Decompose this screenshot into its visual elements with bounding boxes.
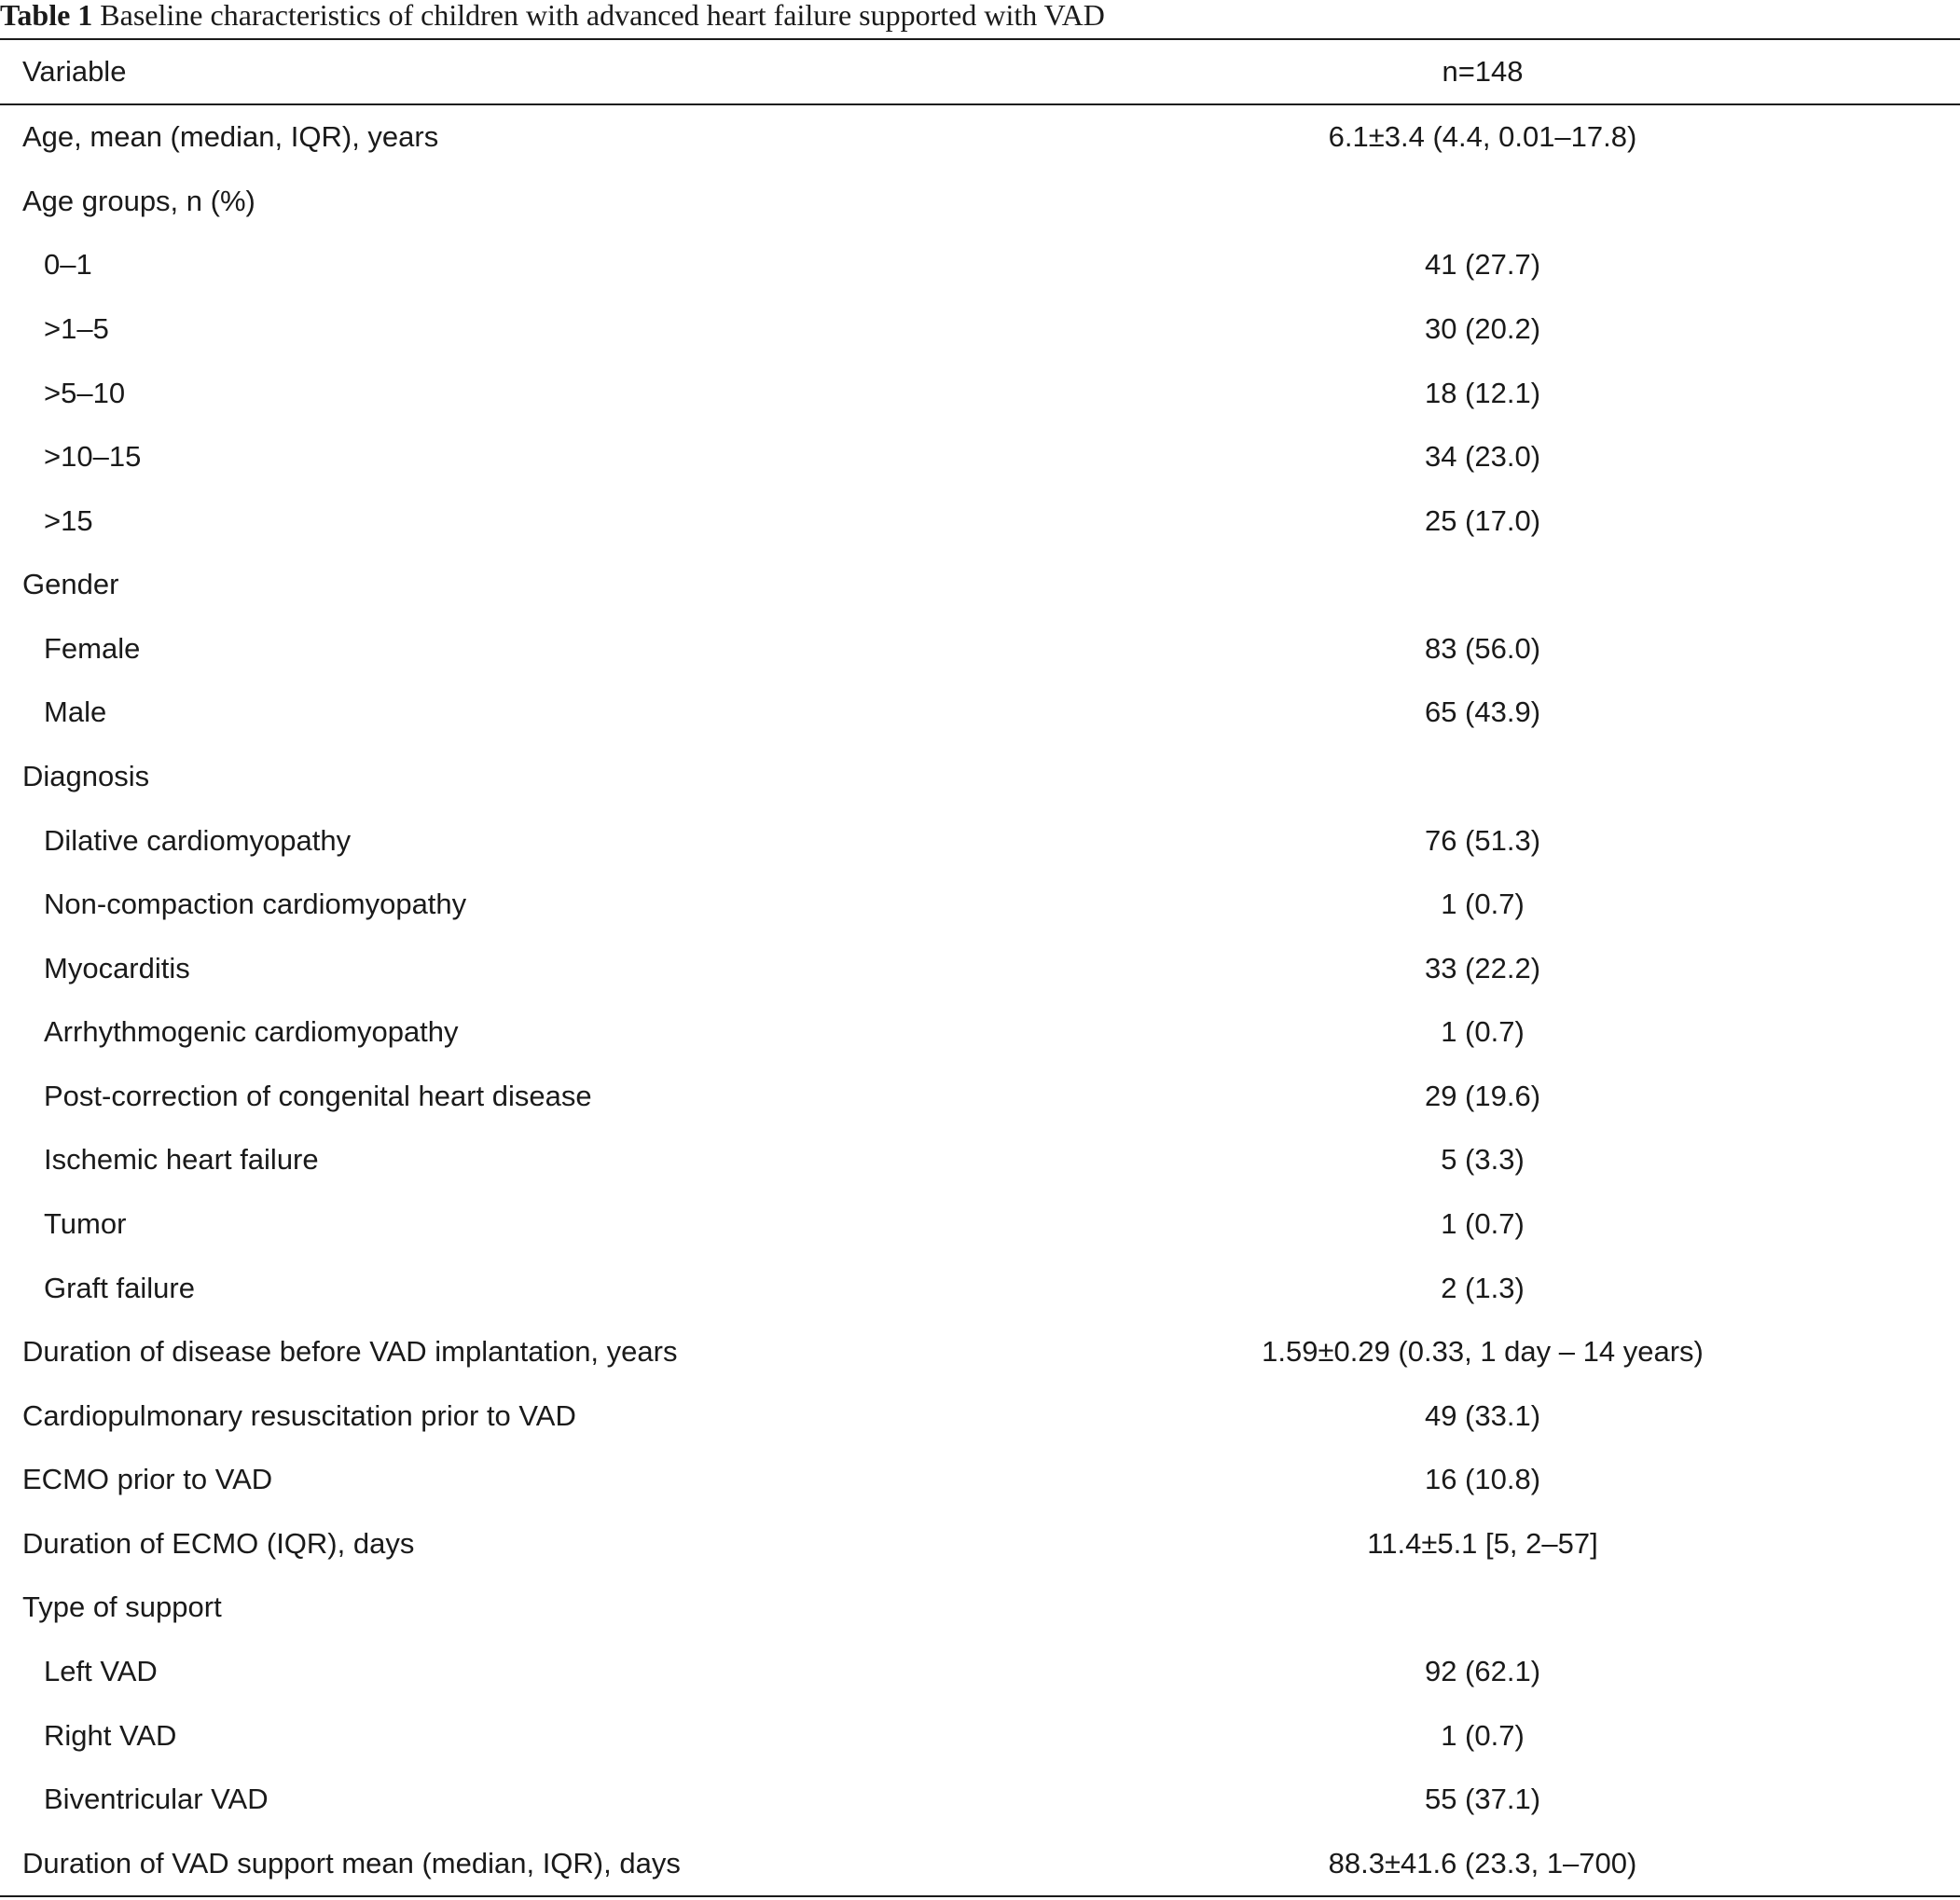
row-value: 55 (37.1) bbox=[1424, 1783, 1541, 1816]
row-label: >5–10 bbox=[44, 376, 126, 409]
table-row bbox=[0, 873, 1960, 937]
row-value: 65 (43.9) bbox=[1424, 695, 1541, 729]
table-row bbox=[0, 297, 1960, 362]
row-label: 0–1 bbox=[44, 248, 92, 282]
header-value: n=148 bbox=[1442, 55, 1524, 88]
row-value: 92 (62.1) bbox=[1424, 1654, 1541, 1687]
row-value: 1 (0.7) bbox=[1441, 1015, 1525, 1049]
row-label: Biventricular VAD bbox=[44, 1783, 269, 1816]
row-label: Duration of disease before VAD implantation, years bbox=[22, 1335, 678, 1369]
row-value: 18 (12.1) bbox=[1424, 376, 1541, 409]
table-row bbox=[0, 1320, 1960, 1384]
row-value bbox=[1110, 1576, 1856, 1640]
table-row bbox=[0, 1192, 1960, 1257]
table-header-rule bbox=[0, 103, 1960, 105]
row-value: 11.4±5.1 [5, 2–57] bbox=[1367, 1526, 1598, 1560]
row-value: 25 (17.0) bbox=[1424, 503, 1541, 537]
row-label: Tumor bbox=[44, 1206, 127, 1240]
row-label: >10–15 bbox=[44, 440, 142, 474]
row-label: Male bbox=[44, 695, 107, 729]
row-label: Graft failure bbox=[44, 1271, 195, 1304]
row-label: Female bbox=[44, 631, 141, 665]
row-value: 5 (3.3) bbox=[1441, 1143, 1525, 1177]
row-label: Non-compaction cardiomyopathy bbox=[44, 888, 467, 921]
row-value: 2 (1.3) bbox=[1441, 1271, 1525, 1304]
table-row bbox=[0, 1831, 1960, 1895]
row-label: Duration of ECMO (IQR), days bbox=[22, 1526, 415, 1560]
table-row bbox=[0, 1000, 1960, 1065]
table-row bbox=[0, 808, 1960, 873]
row-value: 30 (20.2) bbox=[1424, 311, 1541, 345]
row-label: Type of support bbox=[22, 1590, 222, 1624]
row-value: 41 (27.7) bbox=[1424, 248, 1541, 282]
row-value bbox=[1110, 745, 1856, 809]
row-label: Left VAD bbox=[44, 1654, 158, 1687]
row-value bbox=[1110, 553, 1856, 617]
table-caption-label: Table 1 bbox=[0, 0, 93, 32]
table-row bbox=[0, 170, 1960, 234]
table-row bbox=[0, 361, 1960, 425]
table-row bbox=[0, 553, 1960, 617]
table-caption-text: Baseline characteristics of children with advanced heart failure supported with VAD bbox=[100, 0, 1105, 32]
row-label: Gender bbox=[22, 568, 119, 601]
table-row bbox=[0, 1065, 1960, 1129]
row-value: 83 (56.0) bbox=[1424, 631, 1541, 665]
row-label: Age, mean (median, IQR), years bbox=[22, 120, 439, 154]
table-row bbox=[0, 936, 1960, 1000]
row-value: 34 (23.0) bbox=[1424, 440, 1541, 474]
row-label: >1–5 bbox=[44, 311, 109, 345]
table-row bbox=[0, 425, 1960, 489]
row-label: Arrhythmogenic cardiomyopathy bbox=[44, 1015, 459, 1049]
row-value: 1.59±0.29 (0.33, 1 day – 14 years) bbox=[1262, 1335, 1704, 1369]
table-bottom-rule bbox=[0, 1895, 1960, 1897]
table-row bbox=[0, 1768, 1960, 1832]
table-row bbox=[0, 489, 1960, 553]
table-row bbox=[0, 233, 1960, 297]
row-value: 6.1±3.4 (4.4, 0.01–17.8) bbox=[1328, 120, 1637, 154]
row-label: Age groups, n (%) bbox=[22, 184, 255, 217]
row-label: Diagnosis bbox=[22, 759, 150, 792]
table-row bbox=[0, 1128, 1960, 1192]
table-row bbox=[0, 1256, 1960, 1320]
row-label: Ischemic heart failure bbox=[44, 1143, 319, 1177]
row-value: 76 (51.3) bbox=[1424, 823, 1541, 857]
row-label: Cardiopulmonary resuscitation prior to VAD bbox=[22, 1398, 576, 1432]
table-row bbox=[0, 1448, 1960, 1512]
row-value bbox=[1110, 170, 1856, 234]
row-value: 29 (19.6) bbox=[1424, 1079, 1541, 1112]
table-row bbox=[0, 1576, 1960, 1640]
row-label: >15 bbox=[44, 503, 93, 537]
table-header-row bbox=[0, 40, 1960, 103]
row-value: 1 (0.7) bbox=[1441, 1718, 1525, 1752]
row-value: 16 (10.8) bbox=[1424, 1463, 1541, 1496]
header-variable: Variable bbox=[22, 55, 127, 88]
table-row bbox=[0, 1384, 1960, 1448]
row-value: 49 (33.1) bbox=[1424, 1398, 1541, 1432]
table-row bbox=[0, 1512, 1960, 1576]
row-label: Dilative cardiomyopathy bbox=[44, 823, 352, 857]
table-row bbox=[0, 745, 1960, 809]
table-row bbox=[0, 681, 1960, 745]
row-label: Right VAD bbox=[44, 1718, 177, 1752]
table-row bbox=[0, 1640, 1960, 1704]
row-value: 1 (0.7) bbox=[1441, 1206, 1525, 1240]
row-label: Post-correction of congenital heart disease bbox=[44, 1079, 592, 1112]
row-value: 33 (22.2) bbox=[1424, 951, 1541, 984]
row-value: 1 (0.7) bbox=[1441, 888, 1525, 921]
table-row bbox=[0, 1703, 1960, 1768]
table-caption bbox=[0, 0, 1105, 37]
table-row bbox=[0, 617, 1960, 682]
row-label: Myocarditis bbox=[44, 951, 190, 984]
row-label: Duration of VAD support mean (median, IQR), days bbox=[22, 1846, 681, 1879]
row-label: ECMO prior to VAD bbox=[22, 1463, 273, 1496]
table-row bbox=[0, 105, 1960, 170]
row-value: 88.3±41.6 (23.3, 1–700) bbox=[1328, 1846, 1637, 1879]
